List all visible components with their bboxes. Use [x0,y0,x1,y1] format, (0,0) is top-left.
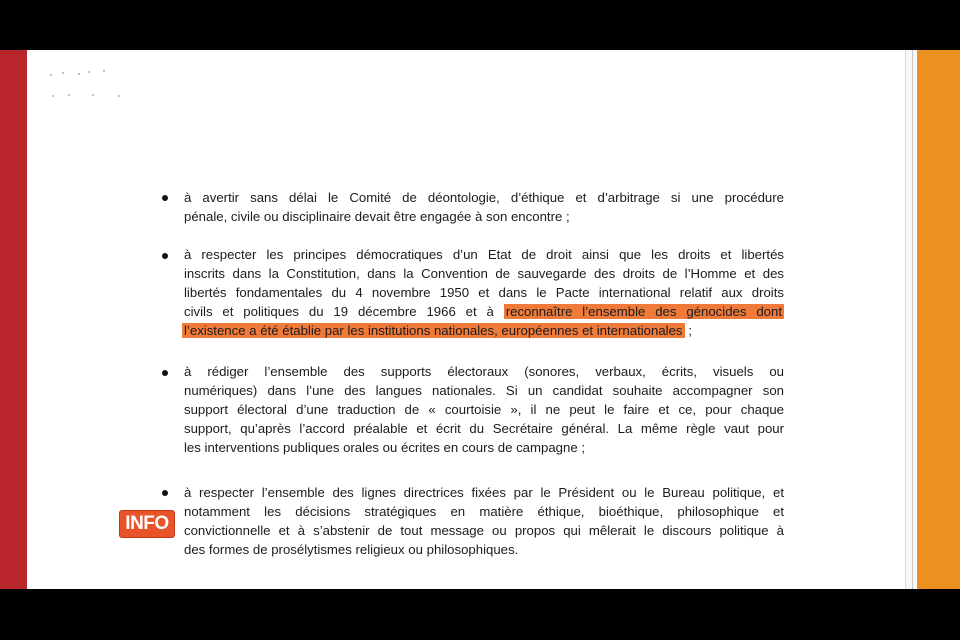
text-line: libertés fondamentales du 4 novembre 1950 et dans le Pacte international relatif aux droits [184,285,784,300]
bullet-2 [162,253,168,259]
text-line: support, qu’après l’accord préalable et écrit du Secrétaire général. La même règle vaut pour [184,421,784,436]
bullet-4 [162,490,168,496]
text-line: des formes de prosélytismes religieux ou philosophiques. [184,542,519,557]
text-line-with-highlight [182,321,784,340]
text-line: à respecter les principes démocratiques d’un Etat de droit ainsi que les droits et libertés [184,247,784,262]
text-segment: civils et politiques du 19 décembre 1966 et à [184,304,494,319]
text-line: inscrits dans la Constitution, dans la Convention de sauvegarde des droits de l’Homme et des [184,266,784,281]
highlighted-text: reconnaître l’ensemble des génocides dont [505,304,782,319]
bullet-3 [162,370,168,376]
highlighted-text: l’existence a été établie par les institutions nationales, européennes et internationales [184,323,683,338]
text-line: à respecter l’ensemble des lignes directrices fixées par le Président ou le Bureau politique, et [184,485,784,500]
text-line: pénale, civile ou disciplinaire devait être engagée à son encontre ; [184,209,570,224]
video-frame [0,50,960,589]
document-page [0,50,960,589]
text-segment: ; [684,323,692,338]
list-item-2 [184,245,784,340]
text-line: à rédiger l’ensemble des supports électoraux (sonores, verbaux, écrits, visuels ou [184,364,784,379]
text-line: numériques) dans l’une des langues nationales. Si un candidat souhaite accompagner son [184,383,784,398]
list-item-4 [184,483,784,559]
bullet-1 [162,195,168,201]
info-badge: INFO [120,511,174,537]
list-item-3 [184,362,784,457]
text-line: les interventions publiques orales ou écrites en cours de campagne ; [184,440,585,455]
list-item-1 [184,188,784,226]
text-line-with-highlight [184,302,784,321]
text-line: support électoral d’une traduction de « courtoisie », il ne peut le faire et ce, pour chaque [184,402,784,417]
text-line: notamment les décisions stratégiques en matière éthique, bioéthique, philosophique et [184,504,784,519]
text-line: à avertir sans délai le Comité de déontologie, d’éthique et d’arbitrage si une procédure [184,190,784,205]
text-line: convictionnelle et à s’abstenir de tout message ou propos qui mêlerait le discours politique à [184,523,784,538]
